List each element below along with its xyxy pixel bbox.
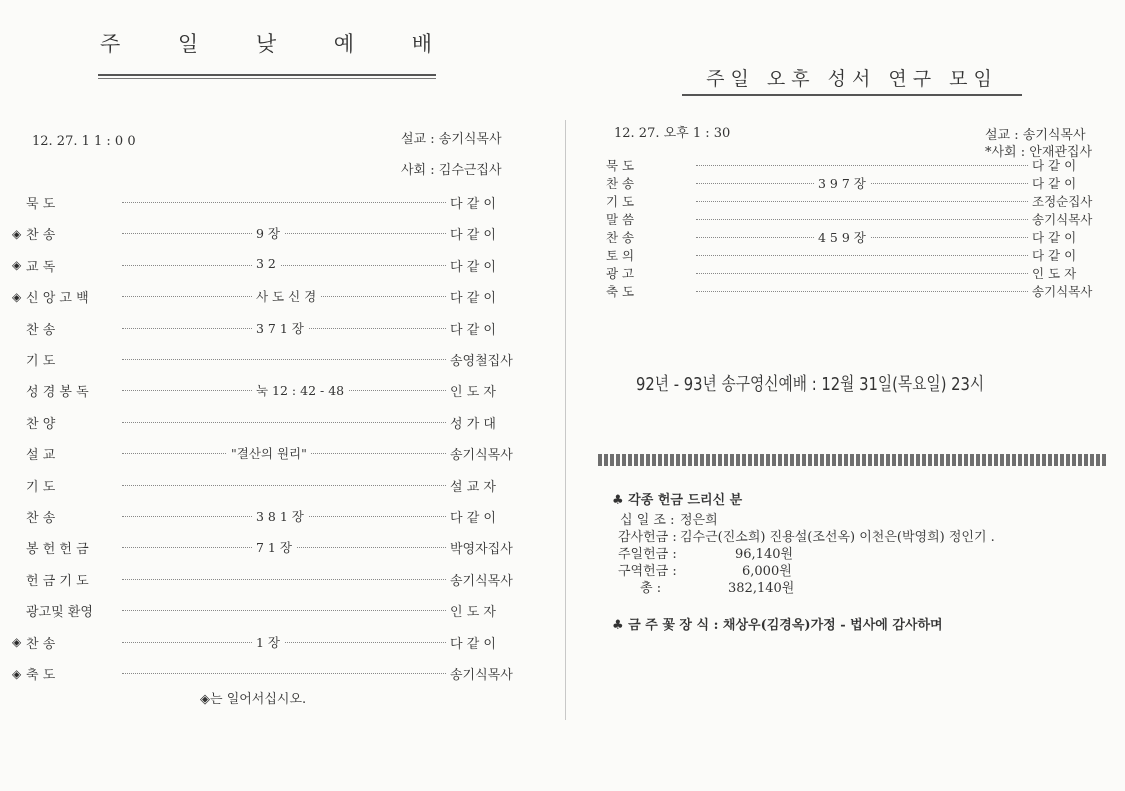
standing-mark: ◈ bbox=[12, 635, 22, 650]
right-order-row bbox=[606, 264, 1100, 282]
right-title-underline bbox=[682, 94, 1022, 96]
dot-leader bbox=[122, 485, 446, 486]
order-detail: 9 장 bbox=[252, 224, 284, 242]
left-order-row bbox=[12, 224, 522, 243]
dot-leader bbox=[122, 359, 446, 360]
order-label: 광고및 환영 bbox=[26, 605, 93, 621]
dot-leader bbox=[696, 229, 1028, 245]
order-label: 찬 송 bbox=[26, 228, 56, 244]
new-year-service-banner: 92년 - 93년 송구영신예배 : 12월 31일(목요일) 23시 bbox=[636, 374, 985, 395]
order-detail: 3 2 bbox=[252, 256, 280, 271]
dot-leader bbox=[122, 202, 446, 203]
right-order-row bbox=[606, 246, 1100, 264]
dot-leader bbox=[696, 219, 1028, 220]
order-label: 기 도 bbox=[26, 354, 56, 369]
offering-category: 감사헌금 : bbox=[618, 530, 677, 545]
order-label: 성 경 봉 독 bbox=[26, 385, 89, 401]
offering-value: 김수근(진소희) 진용설(조선옥) 이천은(박영희) 정인기 . bbox=[680, 530, 995, 545]
order-label: 축 도 bbox=[606, 284, 635, 299]
dot-leader bbox=[696, 165, 1028, 166]
left-order-row bbox=[12, 476, 522, 495]
left-footnote: ◈는 일어서십시오. bbox=[200, 692, 307, 707]
order-leader: 조정순집사 bbox=[1032, 194, 1093, 209]
left-presider: 사회 : 김수근집사 bbox=[401, 163, 502, 178]
left-order-row bbox=[12, 633, 522, 652]
dot-leader bbox=[122, 579, 446, 580]
offering-value: 382,140원 bbox=[728, 581, 795, 596]
order-label: 묵 도 bbox=[606, 158, 635, 173]
offering-value: 정은희 bbox=[680, 513, 718, 528]
offering-value: 6,000원 bbox=[742, 564, 792, 579]
left-order-row bbox=[12, 381, 522, 400]
order-leader: 송기식목사 bbox=[450, 448, 513, 464]
order-label: 찬 양 bbox=[26, 416, 56, 432]
order-detail: 눅 12 : 42 - 48 bbox=[252, 381, 348, 399]
dot-leader bbox=[122, 289, 446, 305]
left-order-row bbox=[12, 287, 522, 306]
standing-mark: ◈ bbox=[12, 258, 22, 273]
order-leader: 다 같 이 bbox=[450, 511, 496, 526]
order-label: 찬 송 bbox=[606, 176, 635, 191]
order-leader: 다 같 이 bbox=[1032, 176, 1077, 191]
offering-category: 총 : bbox=[640, 581, 662, 596]
left-preacher: 설교 : 송기식목사 bbox=[401, 132, 502, 147]
order-label: 찬 송 bbox=[26, 636, 56, 652]
flower-dedication: ♣ 금 주 꽃 장 식 : 채상우(김경옥)가정 - 법사에 감사하며 bbox=[612, 618, 943, 633]
order-label: 신 앙 고 백 bbox=[26, 291, 89, 307]
order-detail: 3 8 1 장 bbox=[252, 507, 308, 525]
offering-title: ♣ 각종 헌금 드리신 분 bbox=[612, 493, 743, 508]
order-label: 설 교 bbox=[26, 448, 56, 464]
order-label: 광 고 bbox=[606, 266, 635, 281]
order-label: 찬 송 bbox=[606, 230, 635, 245]
left-title-underline-2 bbox=[98, 78, 436, 79]
offering-category: 구역헌금 : bbox=[618, 564, 677, 579]
left-title-underline bbox=[98, 74, 436, 76]
dot-leader bbox=[122, 634, 446, 650]
order-label: 말 씀 bbox=[606, 212, 635, 227]
order-leader: 인 도 자 bbox=[450, 605, 496, 621]
order-leader: 다 같 이 bbox=[1032, 248, 1077, 263]
offering-value: 96,140원 bbox=[735, 547, 794, 562]
order-leader: 박영자집사 bbox=[450, 542, 513, 558]
order-label: 축 도 bbox=[26, 668, 56, 683]
left-title-char: 낮 bbox=[255, 32, 281, 56]
order-leader: 다 같 이 bbox=[1032, 158, 1077, 173]
left-order-row bbox=[12, 601, 522, 620]
dot-leader bbox=[122, 509, 446, 524]
left-order-row bbox=[12, 507, 522, 526]
left-order-row bbox=[12, 570, 522, 589]
right-order-row bbox=[606, 192, 1100, 210]
right-order-row bbox=[606, 282, 1100, 300]
order-detail: 4 5 9 장 bbox=[814, 228, 870, 246]
offering-category: 십 일 조 : bbox=[620, 513, 675, 528]
order-label: 묵 도 bbox=[26, 197, 56, 212]
standing-mark: ◈ bbox=[12, 289, 22, 304]
right-order-row bbox=[606, 228, 1100, 246]
order-leader: 설 교 자 bbox=[450, 479, 496, 495]
dot-leader bbox=[122, 226, 446, 242]
dot-leader bbox=[696, 273, 1028, 274]
left-title-char: 일 bbox=[177, 32, 203, 56]
left-title bbox=[100, 28, 436, 58]
order-leader: 인 도 자 bbox=[450, 385, 496, 401]
order-leader: 다 같 이 bbox=[450, 228, 496, 244]
left-order-row bbox=[12, 319, 522, 338]
order-leader: 다 같 이 bbox=[450, 197, 496, 212]
order-detail: 7 1 장 bbox=[252, 538, 296, 556]
order-leader: 인 도 자 bbox=[1032, 266, 1077, 281]
order-label: 기 도 bbox=[26, 479, 56, 495]
left-order-row bbox=[12, 444, 522, 463]
order-detail: 1 장 bbox=[252, 633, 284, 651]
right-preacher: 설교 : 송기식목사 bbox=[985, 128, 1086, 143]
order-detail: 3 7 1 장 bbox=[252, 319, 308, 337]
dot-leader bbox=[122, 446, 446, 462]
order-label: 헌 금 기 도 bbox=[26, 573, 89, 589]
right-order-row bbox=[606, 156, 1100, 174]
dot-leader bbox=[122, 422, 446, 423]
right-title: 주일 오후 성서 연구 모임 bbox=[706, 68, 998, 90]
order-leader: 다 같 이 bbox=[450, 322, 496, 338]
order-label: 찬 송 bbox=[26, 322, 56, 338]
dot-leader bbox=[122, 255, 446, 271]
dot-leader bbox=[122, 383, 446, 399]
dot-leader bbox=[696, 201, 1028, 202]
dot-leader bbox=[122, 673, 446, 674]
left-title-char: 배 bbox=[411, 32, 436, 56]
order-detail: "결산의 원리" bbox=[227, 444, 311, 462]
standing-mark: ◈ bbox=[12, 226, 22, 241]
order-detail: 3 9 7 장 bbox=[814, 174, 870, 192]
left-order-row bbox=[12, 256, 522, 275]
left-order-row bbox=[12, 193, 522, 212]
order-label: 봉 헌 헌 금 bbox=[26, 542, 89, 558]
order-leader: 다 같 이 bbox=[450, 636, 496, 652]
dot-leader bbox=[696, 291, 1028, 292]
right-datetime: 12. 27. 오후 1 : 30 bbox=[614, 126, 731, 141]
order-leader: 송기식목사 bbox=[450, 573, 513, 589]
page-fold bbox=[565, 120, 566, 720]
order-detail: 사 도 신 경 bbox=[252, 287, 320, 305]
order-leader: 성 가 대 bbox=[450, 416, 496, 432]
order-leader: 송기식목사 bbox=[1032, 284, 1093, 299]
left-order-row bbox=[12, 413, 522, 432]
dot-leader bbox=[122, 540, 446, 556]
left-title-char: 예 bbox=[333, 32, 359, 56]
left-order-row bbox=[12, 538, 522, 557]
order-leader: 송기식목사 bbox=[450, 668, 513, 683]
right-presider: *사회 : 안재관집사 bbox=[985, 145, 1093, 160]
order-leader: 다 같 이 bbox=[450, 259, 496, 275]
order-label: 기 도 bbox=[606, 194, 635, 209]
order-label: 교 독 bbox=[26, 259, 56, 275]
offering-category: 주일헌금 : bbox=[618, 547, 677, 562]
order-label: 찬 송 bbox=[26, 511, 56, 526]
right-order-row bbox=[606, 210, 1100, 228]
dot-leader bbox=[122, 610, 446, 611]
decorative-border bbox=[598, 454, 1106, 466]
left-datetime: 12. 27. 1 1 : 0 0 bbox=[32, 134, 136, 149]
left-order-row bbox=[12, 350, 522, 369]
order-label: 토 의 bbox=[606, 248, 635, 263]
standing-mark: ◈ bbox=[12, 666, 22, 681]
right-order-row bbox=[606, 174, 1100, 192]
left-order-row bbox=[12, 664, 522, 683]
dot-leader bbox=[696, 175, 1028, 191]
left-title-char: 주 bbox=[100, 32, 125, 56]
order-leader: 다 같 이 bbox=[1032, 230, 1077, 245]
order-leader: 다 같 이 bbox=[450, 291, 496, 307]
order-leader: 송영철집사 bbox=[450, 354, 513, 369]
order-leader: 송기식목사 bbox=[1032, 212, 1093, 227]
dot-leader bbox=[696, 255, 1028, 256]
dot-leader bbox=[122, 320, 446, 336]
